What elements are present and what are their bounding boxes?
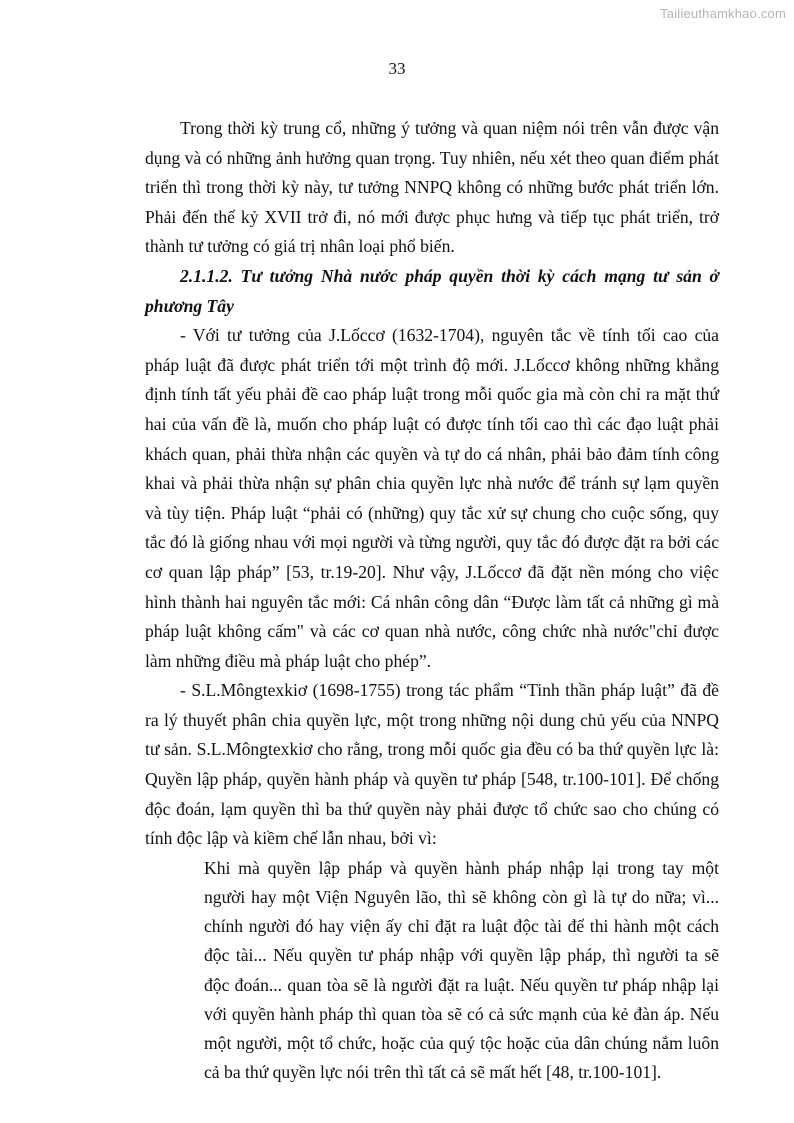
page-body (145, 114, 719, 1087)
block-quote (145, 854, 719, 1088)
paragraph-montesquieu: - S.L.Môngtexkiơ (1698-1755) trong tác phẩm “Tinh thần pháp luật” đã đề ra lý thuyết phân chia quyền lực, một trong những nội dung chủ yếu của NNPQ tư sản. S.L.Môngtexkiơ cho rằng, trong mỗi quốc gia đều có ba thứ quyền lực là: Quyền lập pháp, quyền hành pháp và quyền tư pháp [548, tr.100-101]. Để chống độc đoán, lạm quyền thì ba thứ quyền này phải được tổ chức sao cho chúng có tính độc lập và kiềm chế lẫn nhau, bởi vì: (145, 680, 719, 849)
watermark: Tailieuthamkhao.com (660, 6, 786, 21)
page-number: 33 (388, 59, 406, 78)
paragraph-middle-ages: Trong thời kỳ trung cổ, những ý tưởng và quan niệm nói trên vẫn được vận dụng và có những ảnh hưởng quan trọng. Tuy nhiên, nếu xét theo quan điểm phát triển thì trong thời kỳ này, tư tưởng NNPQ không có những bước phát triển lớn. Phải đến thế kỷ XVII trở đi, nó mới được phục hưng và tiếp tục phát triển, trở thành tư tưởng có giá trị nhân loại phổ biến. (145, 118, 719, 257)
section-heading: 2.1.1.2. Tư tưởng Nhà nước pháp quyền thời kỳ cách mạng tư sản ở phương Tây (145, 265, 719, 316)
quote-text: Khi mà quyền lập pháp và quyền hành pháp nhập lại trong tay một người hay một Viện Nguyên lão, thì sẽ không còn gì là tự do nữa; vì... chính người đó hay viện ấy chỉ đặt ra luật độc tài để thi hành một cách độc tài... Nếu quyền tư pháp nhập với quyền lập pháp, thì người ta sẽ độc đoán... quan tòa sẽ là người đặt ra luật. Nếu quyền tư pháp nhập lại với quyền hành pháp thì quan tòa sẽ có cả sức mạnh của kẻ đàn áp. Nếu một người, một tổ chức, hoặc của quý tộc hoặc của dân chúng nắm luôn cả ba thứ quyền lực nói trên thì tất cả sẽ mất hết [48, tr.100-101]. (204, 857, 719, 1083)
paragraph-locke: - Với tư tưởng của J.Lốccơ (1632-1704), nguyên tắc về tính tối cao của pháp luật đã được phát triển tới một trình độ mới. J.Lốccơ không những khẳng định tính tất yếu phải đề cao pháp luật trong mỗi quốc gia mà còn chỉ ra mặt thứ hai của vấn đề là, muốn cho pháp luật có được tính tối cao thì các đạo luật phải khách quan, phải thừa nhận các quyền và tự do cá nhân, phải bảo đảm tính công khai và phải thừa nhận sự phân chia quyền lực nhà nước để tránh sự lạm quyền và tùy tiện. Pháp luật “phải có (những) quy tắc xử sự chung cho cuộc sống, quy tắc đó là giống nhau với mọi người và từng người, quy tắc đó được đặt ra bởi các cơ quan lập pháp” [53, tr.19-20]. Như vậy, J.Lốccơ đã đặt nền móng cho việc hình thành hai nguyên tắc mới: Cá nhân công dân “Được làm tất cả những gì mà pháp luật không cấm" và các cơ quan nhà nước, công chức nhà nước"chỉ được làm những điều mà pháp luật cho phép”. (145, 325, 719, 671)
